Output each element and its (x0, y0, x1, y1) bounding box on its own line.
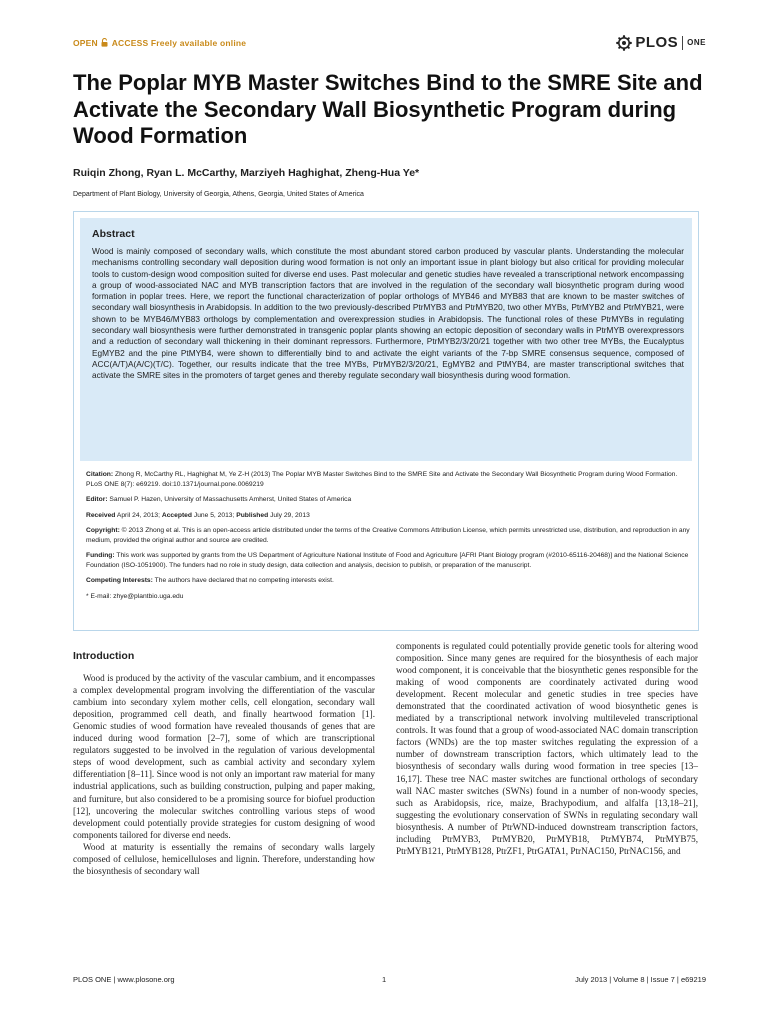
competing-interests: Competing Interests: The authors have declared that no competing interests exist. (86, 577, 334, 584)
intro-paragraph-1: Wood is produced by the activity of the vascular cambium, and it encompasses a complex developmental program involving the differentiation of the vascular cambium into secondary xylem mother cells, cell elongation, secondary wall deposition, programmed cell death, and finally heartwood formation [1]. Genomic studies of wood formation have revealed thousands of genes that are induced during wood formation [2–7], some of which are transcriptional regulators suggested to be involved in the regulation of various developmental steps of wood development, such as cambial activity and secondary xylem differentiation [8–11]. Since wood is not only an important raw material for many industrial applications, such as building construction, pulping and paper making, and furniture, but also considered to be a promising source for biofuel production [12], uncovering the molecular switches controlling various steps of wood development could potentially provide strategies for custom designing of wood components tailored for diverse end needs. (73, 673, 375, 840)
author-list: Ruiqin Zhong, Ryan L. McCarthy, Marziyeh Haghighat, Zheng-Hua Ye* (73, 167, 420, 179)
page-footer (73, 975, 706, 989)
corresponding-email: * E-mail: zhye@plantbio.uga.edu (86, 592, 184, 600)
editor: Editor: Samuel P. Hazen, University of Massachusetts Amherst, United States of America (86, 496, 352, 503)
copyright: Copyright: © 2013 Zhong et al. This is an open-access article distributed under the terms of the Creative Commons Attribution License, which permits unrestricted use, distribution, and reproduction in any medium, provided the original author and source are credited. (86, 527, 690, 544)
abstract-text: Wood is mainly composed of secondary walls, which constitute the most abundant stored carbon produced by vascular plants. Understanding the molecular mechanisms controlling secondary wall deposition during wood formation is not only an important issue in plant biology but also critical for providing molecular tools to custom-design wood composition suited for diverse end uses. Past molecular and genetic studies have revealed a transcriptional network encompassing a group of wood-associated NAC and MYB transcription factors that are involved in the regulation of the secondary wall biosynthetic program during wood formation in poplar trees. Here, we report the functional characterization of poplar orthologs of MYB46 and MYB83 that are known to be master switches of secondary wall biosynthesis in Arabidopsis. In addition to the two previously-described PtrMYB3 and PtrMYB20, two other MYBs, PtrMYB2 and PtrMYB21, were shown to be MYB46/MYB83 orthologs by complementation and overexpression studies in Arabidopsis. The functional roles of these PtrMYBs in regulating secondary wall biosynthesis were further demonstrated in transgenic poplar plants showing an ectopic deposition of secondary walls in PtrMYB overexpressors and a reduction of secondary wall thickening in their dominant repressors. Furthermore, PtrMYB2/3/20/21 together with two other tree MYBs, the Eucalyptus EgMYB2 and the pine PtMYB4, were shown to differentially bind to and activate the eight variants of the 7-bp SMRE consensus sequence, composed of ACC(A/T)A(A/C)(T/C). Together, our results indicate that the tree MYBs, PtrMYB2/3/20/21, EgMYB2 and PtMYB4, are master transcriptional switches that activate the SMRE sites in the promoters of target genes and thereby regulate secondary wall biosynthesis during wood formation. (92, 246, 684, 381)
abstract-heading: Abstract (92, 228, 135, 240)
body-column-left (73, 640, 375, 877)
footer-journal-site: PLOS ONE | www.plosone.org (73, 975, 175, 984)
plos-one-logo (616, 34, 706, 51)
article-metadata (86, 470, 690, 607)
open-label: OPEN (73, 38, 98, 48)
one-wordmark: ONE (687, 38, 706, 47)
citation: Citation: Zhong R, McCarthy RL, Haghighat M, Ye Z-H (2013) The Poplar MYB Master Switches Bind to the SMRE Site and Activate the Secondary Wall Biosynthetic Program during Wood Formation. PLoS ONE 8(7): e69219. doi:10.1371/journal.pone.0069219 (86, 471, 678, 488)
funding: Funding: This work was supported by grants from the US Department of Agriculture National Institute of Food and Agriculture [AFRI Plant Biology program (#2010-65116-20468)] and the National Science Foundation (ISO-1051900). The funders had no role in study design, data collection and analysis, decision to publish, or preparation of the manuscript. (86, 552, 689, 569)
intro-paragraph-2: Wood at maturity is essentially the remains of secondary walls largely composed of cellulose, hemicelluloses and lignin. Therefore, understanding how the biosynthesis of secondary wall (73, 841, 375, 876)
plos-wordmark: PLOS (635, 34, 679, 51)
footer-issue-info: July 2013 | Volume 8 | Issue 7 | e69219 (575, 975, 706, 984)
body-column-right (396, 640, 698, 857)
article-info-box (73, 211, 699, 631)
dates: Received April 24, 2013; Accepted June 5, 2013; Published July 29, 2013 (86, 511, 310, 519)
open-access-badge (73, 38, 246, 48)
intro-paragraph-right: components is regulated could potentially provide genetic tools for altering wood composition. Since many genes are required for the biosynthesis of each major wood component, it is conceivable that the biosynthetic genes responsible for the making of wood components are coordinately activated during wood development. Recent molecular and genetic studies in tree species have demonstrated that the coordinated activation of wood biosynthetic genes is mediated by a transcriptional network involving multileveled transcriptional controls. It was found that a group of wood-associated NAC domain transcription factors (WNDs) are the top master switches regulating the expression of a number of downstream transcription factors, which ultimately lead to the biosynthesis of secondary walls during wood formation in tree species [13–16,17]. These tree NAC master switches are functional orthologs of secondary wall NAC master switches (SWNs) found in a number of non-woody species, such as Arabidopsis, rice, maize, Brachypodium, and alfalfa [13,18–21], suggesting the evolutionary conservation of SWNs in regulating secondary wall biosynthesis. A number of PtrWND-induced downstream transcription factors, including PtrMYB3, PtrMYB20, PtrMYB18, PtrMYB74, PtrMYB75, PtrMYB121, PtrMYB128, PtrZF1, PtrGATA1, PtrNAC150, PtrNAC156, and (396, 641, 698, 856)
article-title: The Poplar MYB Master Switches Bind to the SMRE Site and Activate the Secondary Wall Biosynthetic Program during Wood Formation (73, 70, 703, 148)
abstract-panel (80, 218, 692, 461)
freely-available-label: Freely available online (150, 38, 247, 48)
plos-gear-icon (616, 35, 632, 51)
affiliation: Department of Plant Biology, University of Georgia, Athens, Georgia, United States of America (73, 191, 364, 198)
journal-header (73, 34, 706, 56)
access-label: ACCESS (111, 38, 149, 48)
open-lock-icon (101, 38, 108, 47)
page-number: 1 (382, 975, 387, 984)
introduction-heading: Introduction (73, 650, 135, 662)
logo-divider (682, 36, 683, 50)
